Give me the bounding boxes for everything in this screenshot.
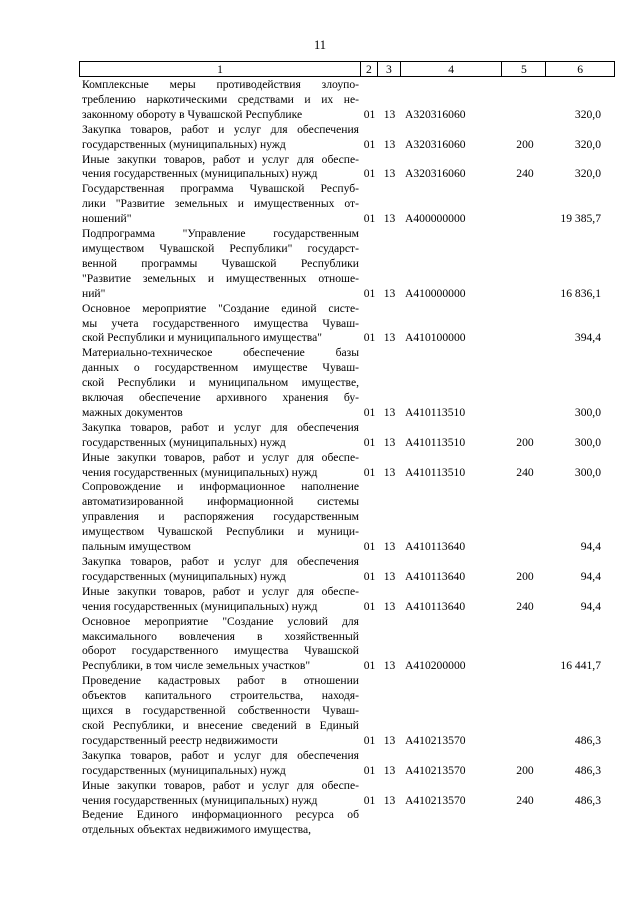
description-line: лики "Развитие земельных и имущественных от- <box>82 197 359 211</box>
section-code: 01 <box>363 286 376 300</box>
description-line: имуществом Чувашской Республики и муници- <box>82 525 359 539</box>
subsection-code: 13 <box>383 107 396 121</box>
description-line: Иные закупки товаров, работ и услуг для обеспе- <box>82 152 359 166</box>
expense-type-code: 240 <box>516 167 534 181</box>
description-line: максимального вовлечения в хозяйственный <box>82 629 359 643</box>
table-row <box>79 674 615 749</box>
row-description <box>79 78 361 123</box>
description-line: чения государственных (муниципальных) нужд <box>82 793 318 807</box>
description-line: мажных документов <box>82 405 183 419</box>
expense-type-code: 240 <box>516 793 534 807</box>
expense-type-code: 240 <box>516 465 534 479</box>
section-code: 01 <box>363 212 376 226</box>
expense-type-code: 240 <box>516 599 534 613</box>
description-line: включая обеспечение архивного хранения бу- <box>82 391 359 405</box>
description-line: Закупка товаров, работ и услуг для обеспечения <box>82 555 359 568</box>
section-code: 01 <box>363 137 376 151</box>
section-code: 01 <box>363 540 376 554</box>
target-article-code: А410113640 <box>405 540 466 554</box>
subsection-code: 13 <box>383 167 396 181</box>
row-description <box>79 302 361 347</box>
description-line: Закупка товаров, работ и услуг для обеспечения <box>82 420 359 434</box>
description-line: Основное мероприятие "Создание единой систе- <box>82 301 359 315</box>
description-line: Комплексные меры противодействия злоупо- <box>82 78 359 91</box>
description-line: Иные закупки товаров, работ и услуг для обеспе- <box>82 778 359 792</box>
description-line: пальным имуществом <box>82 540 191 554</box>
description-line: законному обороту в Чувашской Республике <box>82 107 303 121</box>
description-line: объектов капитального строительства, находя- <box>82 689 359 703</box>
table-row <box>79 346 615 421</box>
subsection-code: 13 <box>383 331 396 345</box>
description-line: государственных (муниципальных) нужд <box>82 763 286 777</box>
table-row <box>79 451 615 481</box>
description-line: Закупка товаров, работ и услуг для обеспечения <box>82 122 359 136</box>
target-article-code: А410213570 <box>405 733 466 747</box>
row-description <box>79 749 361 779</box>
row-description <box>79 779 361 809</box>
target-article-code: А320316060 <box>405 137 466 151</box>
section-code: 01 <box>363 599 376 613</box>
amount: 320,0 <box>574 137 601 151</box>
section-code: 01 <box>363 405 376 419</box>
description-line: Подпрограмма "Управление государственным <box>82 227 359 241</box>
section-code: 01 <box>363 659 376 673</box>
table-row <box>79 78 615 123</box>
section-code: 01 <box>363 763 376 777</box>
description-line: Республики, в том числе земельных участков" <box>82 659 311 673</box>
header-col-4: 4 <box>401 62 503 76</box>
table-header <box>79 61 615 77</box>
amount: 486,3 <box>574 793 601 807</box>
description-line: автоматизированной информационной системы <box>82 495 359 509</box>
row-description <box>79 480 361 555</box>
description-line: чения государственных (муниципальных) нужд <box>82 167 318 181</box>
description-line: Сопровождение и информационное наполнение <box>82 480 359 494</box>
table-row <box>79 153 615 183</box>
row-description <box>79 182 361 227</box>
header-col-6: 6 <box>577 63 584 76</box>
description-line: чения государственных (муниципальных) нужд <box>82 465 318 479</box>
description-line: треблению наркотическими средствами и их не- <box>82 92 359 106</box>
description-line: государственных (муниципальных) нужд <box>82 435 286 449</box>
target-article-code: А410113510 <box>405 435 466 449</box>
target-article-code: А410113640 <box>405 599 466 613</box>
description-line: государственных (муниципальных) нужд <box>82 569 286 583</box>
section-code: 01 <box>363 465 376 479</box>
amount: 486,3 <box>574 763 601 777</box>
amount: 94,4 <box>580 569 601 583</box>
row-description <box>79 555 361 585</box>
description-line: щихся в государственной собственности Чуваш- <box>82 704 359 718</box>
table-row <box>79 123 615 153</box>
description-line: Иные закупки товаров, работ и услуг для обеспе- <box>82 450 359 464</box>
section-code: 01 <box>363 569 376 583</box>
subsection-code: 13 <box>383 569 396 583</box>
section-code: 01 <box>363 107 376 121</box>
amount: 16 441,7 <box>560 659 601 673</box>
amount: 94,4 <box>580 599 601 613</box>
table-body <box>79 78 615 838</box>
row-description <box>79 451 361 481</box>
description-line: Основное мероприятие "Создание условий для <box>82 614 359 628</box>
description-line: ской Республики, и внесение сведений в Единый <box>82 718 359 732</box>
target-article-code: А410000000 <box>405 286 466 300</box>
description-line: ношений" <box>82 212 132 226</box>
amount: 300,0 <box>574 435 601 449</box>
section-code: 01 <box>363 793 376 807</box>
target-article-code: А410113510 <box>405 465 466 479</box>
subsection-code: 13 <box>383 137 396 151</box>
description-line: государственных (муниципальных) нужд <box>82 137 286 151</box>
description-line: ской Республики и муниципальном имуществе, <box>82 376 359 390</box>
target-article-code: А410200000 <box>405 659 466 673</box>
target-article-code: А410113510 <box>405 405 466 419</box>
target-article-code: А410100000 <box>405 331 466 345</box>
amount: 94,4 <box>580 540 601 554</box>
row-description <box>79 123 361 153</box>
expense-type-code: 200 <box>516 763 534 777</box>
table-row <box>79 227 615 302</box>
section-code: 01 <box>363 167 376 181</box>
amount: 16 836,1 <box>560 286 601 300</box>
amount: 394,4 <box>574 331 601 345</box>
row-description <box>79 674 361 749</box>
description-line: оборот государственного имущества Чувашской <box>82 644 359 658</box>
subsection-code: 13 <box>383 465 396 479</box>
description-line: Иные закупки товаров, работ и услуг для обеспе- <box>82 584 359 598</box>
subsection-code: 13 <box>383 659 396 673</box>
table-row <box>79 585 615 615</box>
target-article-code: А410213570 <box>405 763 466 777</box>
subsection-code: 13 <box>383 793 396 807</box>
header-col-3: 3 <box>378 62 401 76</box>
table-row <box>79 421 615 451</box>
subsection-code: 13 <box>383 599 396 613</box>
subsection-code: 13 <box>383 733 396 747</box>
subsection-code: 13 <box>383 540 396 554</box>
description-line: ской Республики и муниципального имущества" <box>82 331 323 345</box>
table-row <box>79 808 615 838</box>
amount: 19 385,7 <box>560 212 601 226</box>
table-row <box>79 182 615 227</box>
subsection-code: 13 <box>383 435 396 449</box>
target-article-code: А320316060 <box>405 167 466 181</box>
amount: 300,0 <box>574 465 601 479</box>
table-row <box>79 615 615 675</box>
description-line: ний" <box>82 286 106 300</box>
table-row <box>79 779 615 809</box>
amount: 300,0 <box>574 405 601 419</box>
row-description <box>79 227 361 302</box>
target-article-code: А410213570 <box>405 793 466 807</box>
description-line: Закупка товаров, работ и услуг для обеспечения <box>82 748 359 762</box>
description-line: данных о государственном имуществе Чуваш- <box>82 361 359 375</box>
subsection-code: 13 <box>383 405 396 419</box>
table-row <box>79 302 615 347</box>
table-row <box>79 480 615 555</box>
row-description <box>79 585 361 615</box>
description-line: мы учета государственного имущества Чуваш- <box>82 316 359 330</box>
section-code: 01 <box>363 331 376 345</box>
row-description <box>79 421 361 451</box>
header-col-1: 1 <box>80 62 361 76</box>
page-number: 11 <box>313 38 327 52</box>
table-row <box>79 749 615 779</box>
table-row <box>79 555 615 585</box>
header-col-5: 5 <box>502 62 546 76</box>
description-line: отдельных объектах недвижимого имущества, <box>82 823 312 837</box>
target-article-code: А320316060 <box>405 107 466 121</box>
description-line: венной программы Чувашской Республики <box>82 256 359 270</box>
expense-type-code: 200 <box>516 435 534 449</box>
section-code: 01 <box>363 733 376 747</box>
expense-type-code: 200 <box>516 137 534 151</box>
description-line: Государственная программа Чувашской Респуб- <box>82 182 359 196</box>
description-line: Материально-техническое обеспечение базы <box>82 346 359 360</box>
subsection-code: 13 <box>383 286 396 300</box>
description-line: "Развитие земельных и имущественных отноше- <box>82 271 359 285</box>
description-line: государственный реестр недвижимости <box>82 733 278 747</box>
description-line: чения государственных (муниципальных) нужд <box>82 599 318 613</box>
header-col-2: 2 <box>361 62 378 76</box>
amount: 486,3 <box>574 733 601 747</box>
expense-type-code: 200 <box>516 569 534 583</box>
section-code: 01 <box>363 435 376 449</box>
description-line: Ведение Единого информационного ресурса об <box>82 808 359 822</box>
amount: 320,0 <box>574 107 601 121</box>
description-line: имуществом Чувашской Республики" государст- <box>82 241 359 255</box>
row-description <box>79 615 361 675</box>
target-article-code: А410113640 <box>405 569 466 583</box>
subsection-code: 13 <box>383 763 396 777</box>
row-description <box>79 346 361 421</box>
row-description <box>79 153 361 183</box>
target-article-code: А400000000 <box>405 212 466 226</box>
subsection-code: 13 <box>383 212 396 226</box>
description-line: управления и распоряжения государственным <box>82 510 359 524</box>
row-description <box>79 808 361 838</box>
amount: 320,0 <box>574 167 601 181</box>
description-line: Проведение кадастровых работ в отношении <box>82 674 359 688</box>
